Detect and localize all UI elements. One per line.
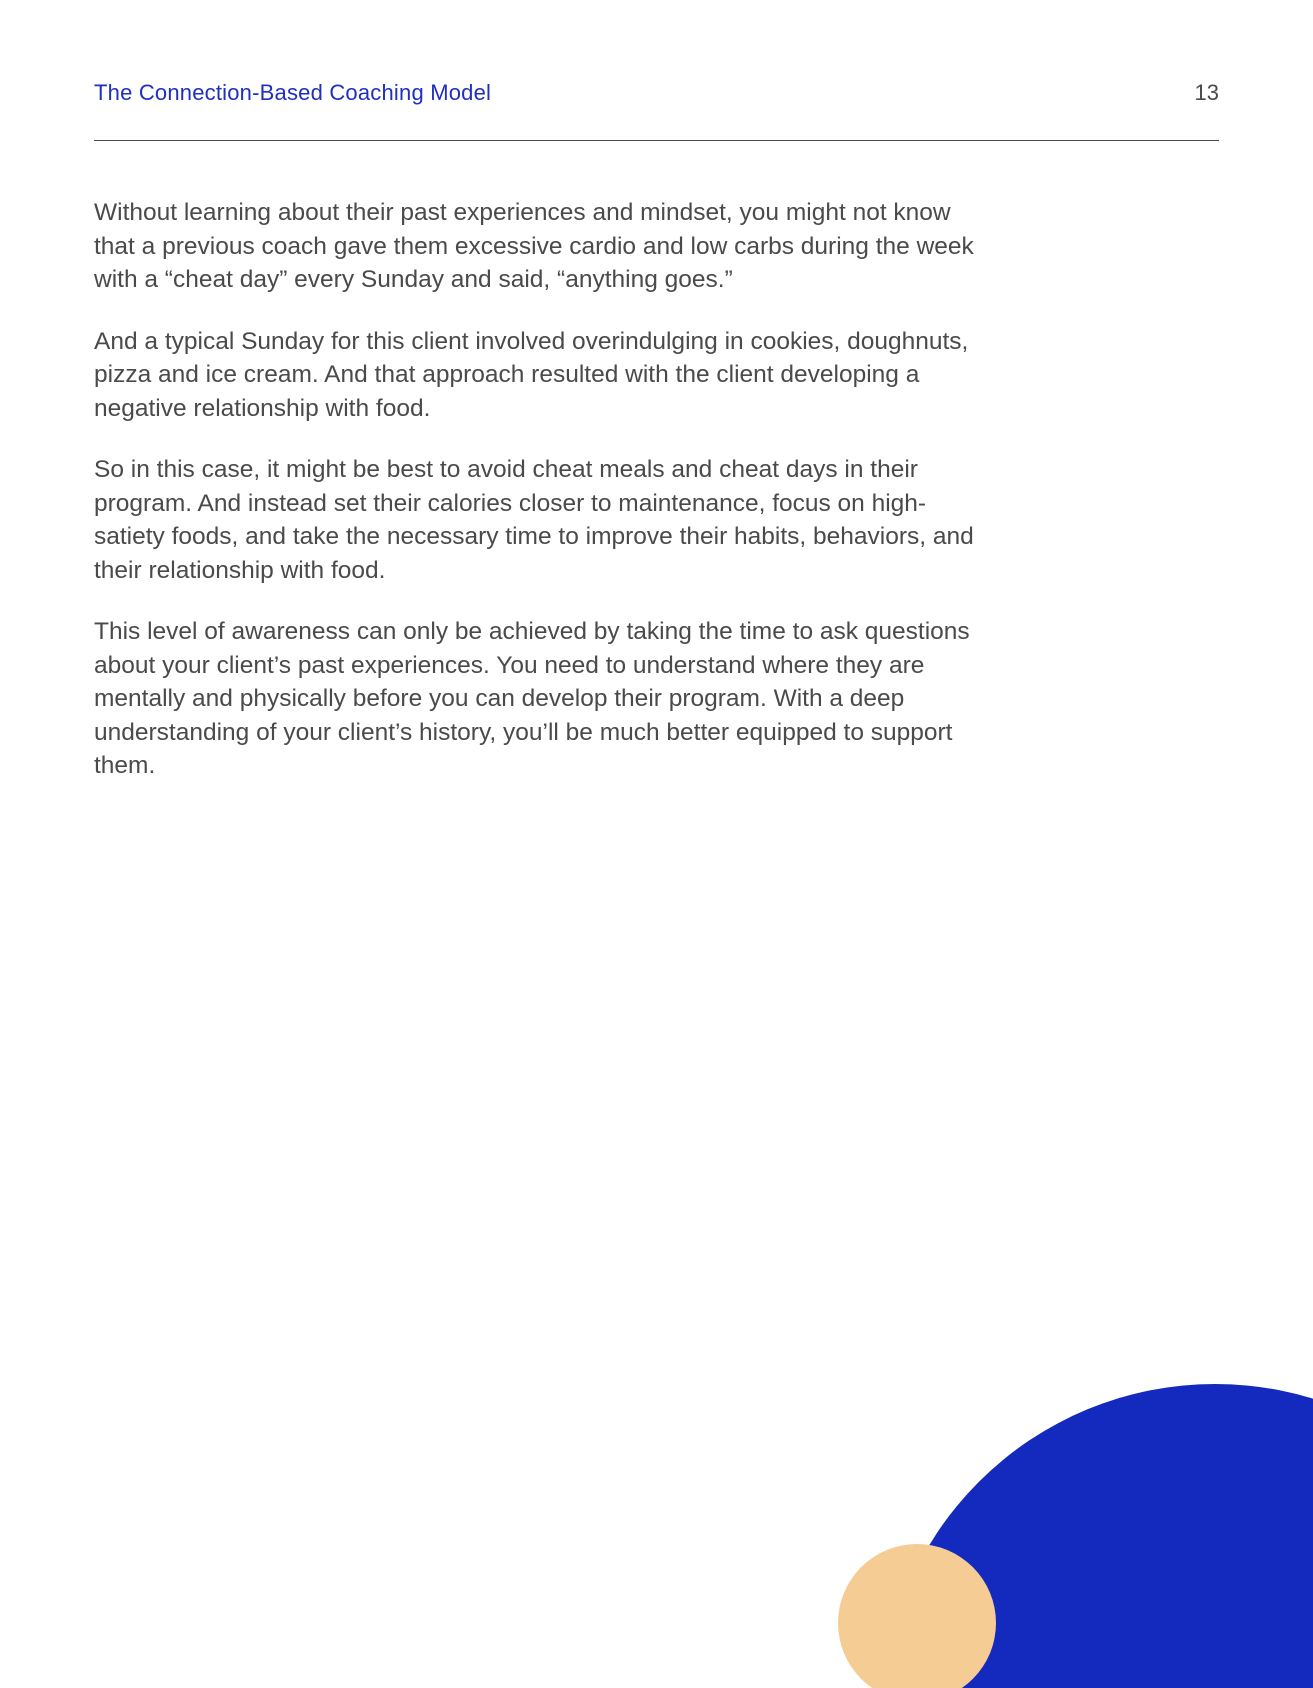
paragraph: And a typical Sunday for this client involved overindulging in cookies, doughnuts, pizza and ice cream. And that approach resulted with the client developing a negative relationship with food. bbox=[94, 327, 969, 422]
paragraph: So in this case, it might be best to avoid cheat meals and cheat days in their program. And instead set their calories closer to maintenance, focus on high-satiety foods, and take the necessary time to improve their habits, behaviors, and their relationship with food. bbox=[94, 456, 974, 584]
page-number: 13 bbox=[1194, 80, 1219, 105]
paragraph: Without learning about their past experiences and mindset, you might not know that a previous coach gave them excessive cardio and low carbs during the week with a “cheat day” every Sunday and said, “anything goes.” bbox=[94, 199, 974, 293]
body-text bbox=[94, 196, 994, 811]
large-blue-circle bbox=[881, 1384, 1313, 1688]
header-divider bbox=[94, 140, 1219, 141]
paragraph: This level of awareness can only be achieved by taking the time to ask questions about your client’s past experiences. You need to understand where they are mentally and physically before you can develop their program. With a deep understanding of your client’s history, you’ll be much better equipped to support them. bbox=[94, 618, 970, 779]
document-title: The Connection-Based Coaching Model bbox=[94, 80, 492, 105]
small-peach-circle bbox=[838, 1544, 996, 1688]
page-header bbox=[94, 80, 1219, 110]
